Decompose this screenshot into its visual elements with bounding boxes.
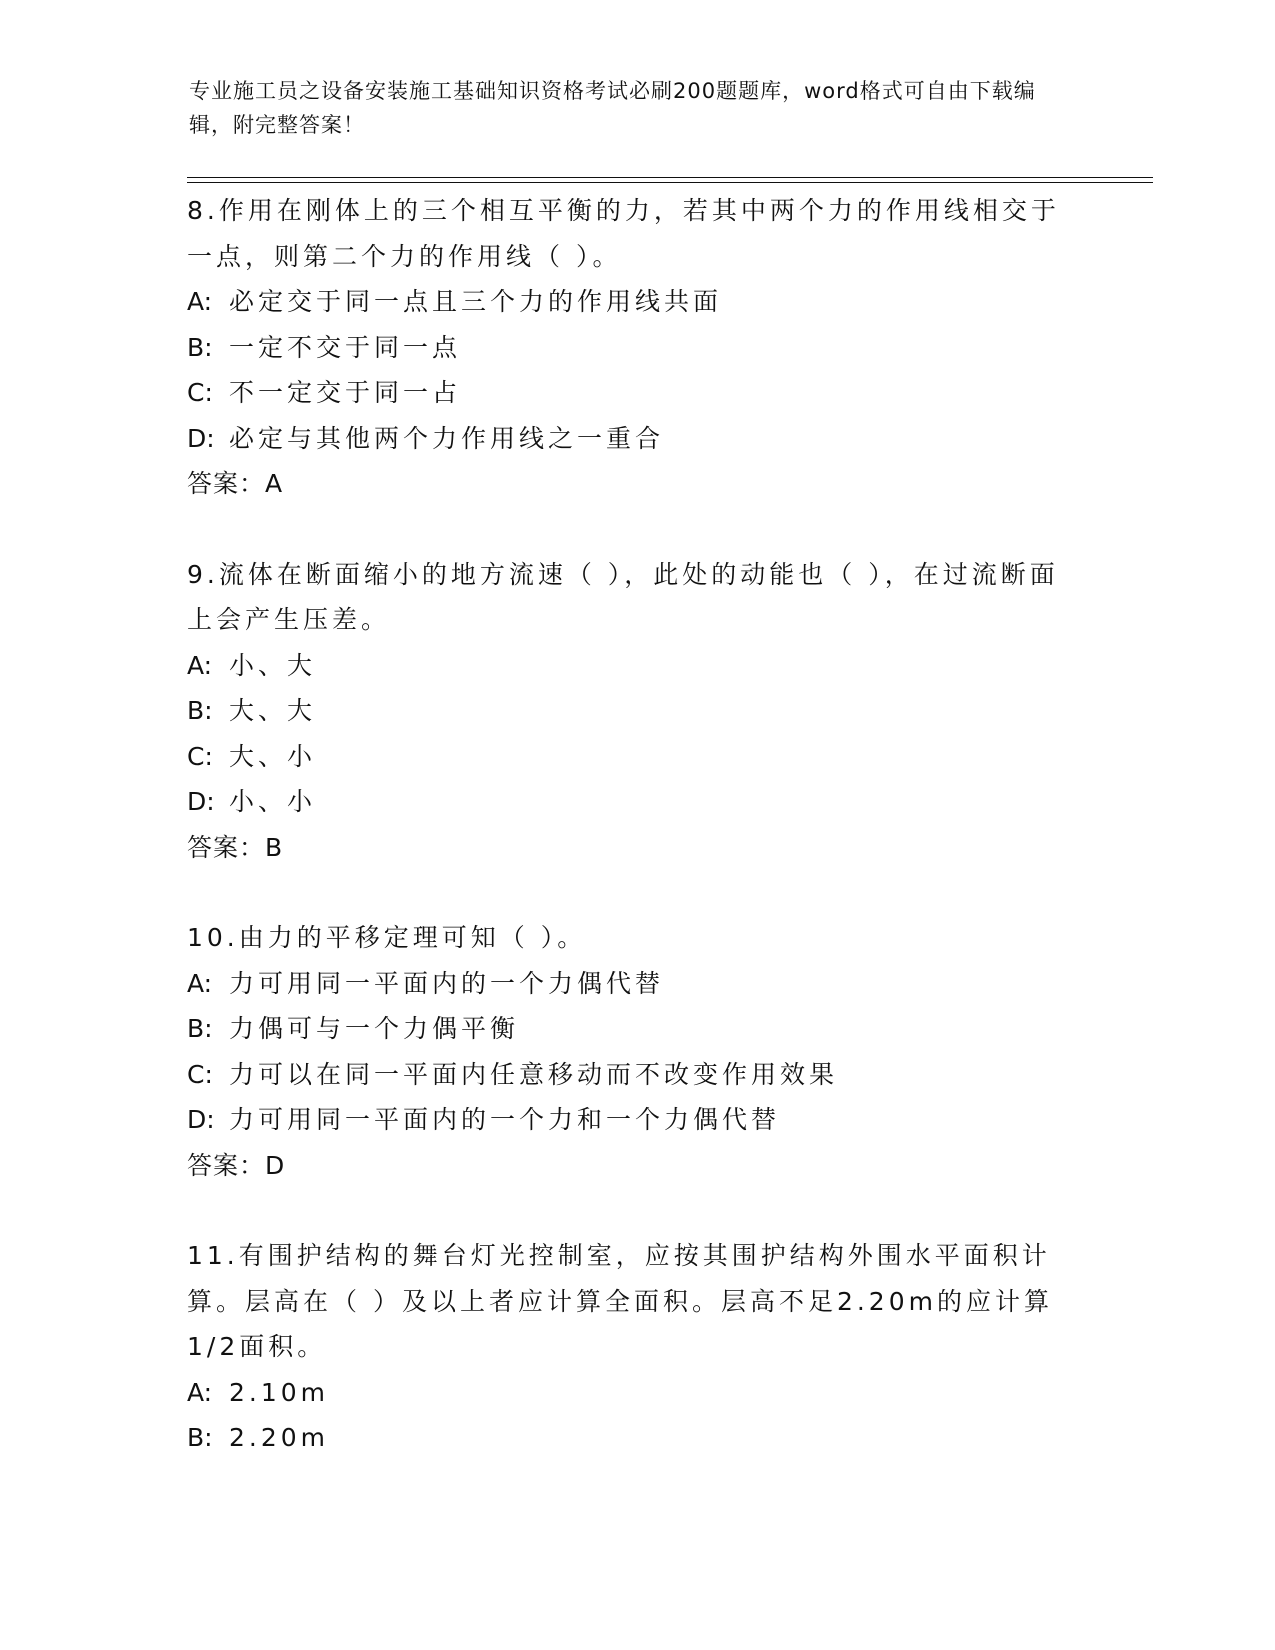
option-d: [187, 1097, 1087, 1143]
option-a: [187, 643, 1087, 689]
option-b: [187, 1415, 1087, 1461]
option-a: [187, 1370, 1087, 1416]
answer-line: 答案：A: [187, 469, 284, 498]
option-key: A:: [187, 287, 213, 316]
option-text: 力可用同一平面内的一个力和一个力偶代替: [229, 1105, 781, 1134]
option-b: [187, 325, 1087, 371]
option-text: 小、大: [229, 650, 317, 680]
option-a: [187, 279, 1087, 325]
option-a: [187, 961, 1087, 1007]
question-spacer: [187, 870, 1087, 915]
option-b: [187, 1006, 1087, 1052]
option-key: A:: [187, 968, 213, 998]
option-d: [187, 779, 1087, 825]
option-key: B:: [187, 332, 213, 362]
option-key: D:: [187, 1105, 215, 1134]
option-text: 力可以在同一平面内任意移动而不改变作用效果: [229, 1059, 839, 1089]
question-11: [187, 1233, 1087, 1461]
option-text: 小、小: [229, 787, 317, 816]
question-9: [187, 552, 1087, 871]
header-divider-bottom: [187, 182, 1153, 183]
document-header: 专业施工员之设备安装施工基础知识资格考试必刷200题题库，word格式可自由下载编辑，附完整答案！: [189, 79, 1036, 137]
option-key: B:: [187, 1423, 213, 1452]
question-stem: 11.有围护结构的舞台灯光控制室，应按其围护结构外围水平面积计算。层高在（ ）及以上者应计算全面积。层高不足2.20m的应计算1/2面积。: [187, 1241, 1053, 1361]
option-key: C:: [187, 1059, 213, 1089]
question-stem: 8.作用在刚体上的三个相互平衡的力，若其中两个力的作用线相交于一点，则第二个力的作用线（ ）。: [187, 196, 1060, 271]
option-key: A:: [187, 1377, 213, 1407]
option-c: [187, 1052, 1087, 1098]
option-text: 大、大: [229, 696, 317, 725]
option-text: 必定与其他两个力作用线之一重合: [229, 423, 665, 453]
option-c: [187, 734, 1087, 780]
option-c: [187, 370, 1087, 416]
option-text: 2.20m: [229, 1423, 330, 1452]
question-8: [187, 188, 1087, 507]
header-divider-top: [187, 177, 1153, 178]
question-10: [187, 915, 1087, 1188]
question-list: [187, 188, 1087, 1461]
option-b: [187, 688, 1087, 734]
option-text: 力偶可与一个力偶平衡: [229, 1014, 520, 1043]
option-key: D:: [187, 423, 215, 453]
option-key: B:: [187, 696, 213, 725]
option-key: A:: [187, 650, 213, 680]
question-stem: 10.由力的平移定理可知（ ）。: [187, 923, 587, 952]
question-spacer: [187, 1188, 1087, 1233]
answer-line: 答案：B: [187, 832, 284, 862]
answer-line: 答案：D: [187, 1150, 286, 1180]
question-stem: 9.流体在断面缩小的地方流速（ ），此处的动能也（ ），在过流断面上会产生压差。: [187, 559, 1059, 634]
option-d: [187, 416, 1087, 462]
option-key: D:: [187, 787, 215, 816]
option-text: 必定交于同一点且三个力的作用线共面: [229, 287, 723, 316]
option-key: C:: [187, 741, 213, 771]
option-text: 一定不交于同一点: [229, 332, 462, 362]
option-key: B:: [187, 1014, 213, 1043]
option-text: 2.10m: [229, 1377, 330, 1407]
question-spacer: [187, 507, 1087, 552]
option-key: C:: [187, 378, 213, 407]
option-text: 力可用同一平面内的一个力偶代替: [229, 968, 665, 998]
option-text: 大、小: [229, 741, 317, 771]
option-text: 不一定交于同一占: [229, 378, 462, 407]
